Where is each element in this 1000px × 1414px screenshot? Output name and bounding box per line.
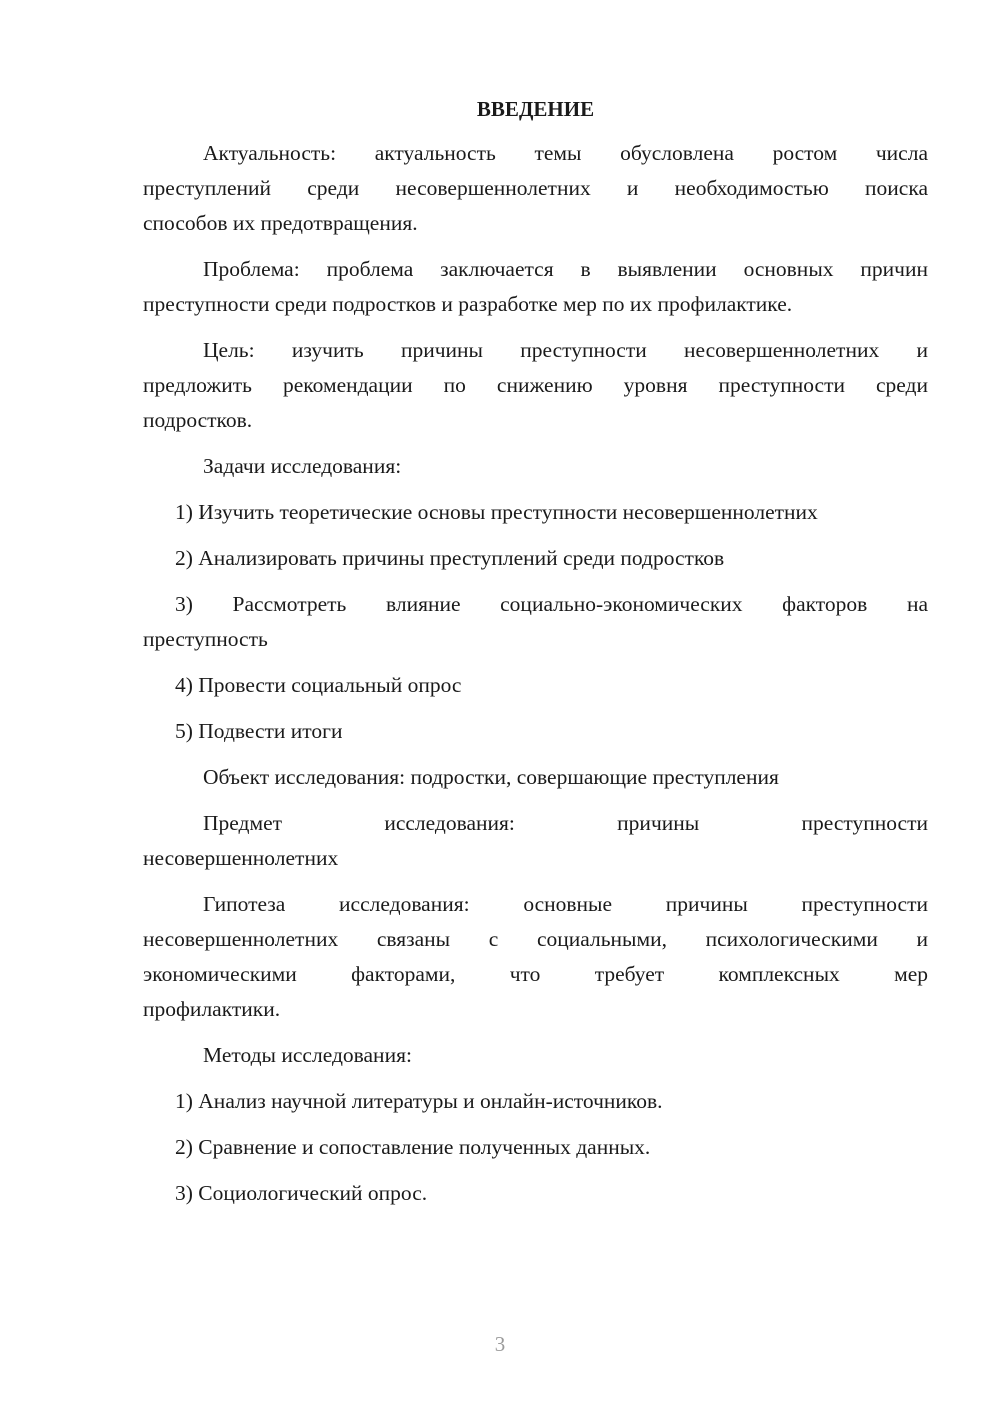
subject-paragraph — [143, 806, 928, 876]
hypothesis-line-1: Гипотеза исследования: основные причины преступности — [203, 892, 928, 916]
section-title: ВВЕДЕНИЕ — [476, 97, 595, 121]
problem-line-2: преступности среди подростков и разработке мер по их профилактике. — [143, 292, 793, 316]
relevance-paragraph — [143, 136, 928, 241]
task-item-2: 2) Анализировать причины преступлений среди подростков — [175, 546, 725, 570]
method-item-1: 1) Анализ научной литературы и онлайн-источников. — [175, 1089, 663, 1113]
task-item-4: 4) Провести социальный опрос — [175, 673, 462, 697]
subject-line-2: несовершеннолетних — [143, 846, 339, 870]
goal-line-2: предложить рекомендации по снижению уровня преступности среди — [143, 373, 928, 397]
subject-line-1: Предмет исследования: причины преступности — [203, 811, 928, 835]
problem-line-1: Проблема: проблема заключается в выявлении основных причин — [203, 257, 928, 281]
hypothesis-line-4: профилактики. — [143, 997, 281, 1021]
method-item-2: 2) Сравнение и сопоставление полученных данных. — [175, 1135, 651, 1159]
methods-heading: Методы исследования: — [203, 1043, 412, 1067]
relevance-line-1: Актуальность: актуальность темы обусловлена ростом числа — [203, 141, 928, 165]
task-item-5: 5) Подвести итоги — [175, 719, 343, 743]
page-number: 3 — [494, 1332, 506, 1356]
hypothesis-line-2: несовершеннолетних связаны с социальными, психологическими и — [143, 927, 928, 951]
object-paragraph: Объект исследования: подростки, совершающие преступления — [203, 765, 779, 789]
problem-paragraph — [143, 252, 928, 322]
goal-paragraph — [143, 333, 928, 438]
goal-line-1: Цель: изучить причины преступности несовершеннолетних и — [203, 338, 928, 362]
goal-line-3: подростков. — [143, 408, 253, 432]
task-item-1: 1) Изучить теоретические основы преступности несовершеннолетних — [175, 500, 818, 524]
document-page — [143, 92, 928, 1222]
task-item-3-line-2: преступность — [143, 627, 268, 651]
hypothesis-paragraph — [143, 887, 928, 1027]
task-item-3-line-1: 3) Рассмотреть влияние социально-экономических факторов на — [175, 592, 928, 616]
tasks-heading: Задачи исследования: — [203, 454, 402, 478]
hypothesis-line-3: экономическими факторами, что требует комплексных мер — [143, 962, 928, 986]
method-item-3: 3) Социологический опрос. — [175, 1181, 428, 1205]
relevance-line-2: преступлений среди несовершеннолетних и необходимостью поиска — [143, 176, 928, 200]
task-item-3 — [143, 587, 928, 657]
relevance-line-3: способов их предотвращения. — [143, 211, 418, 235]
